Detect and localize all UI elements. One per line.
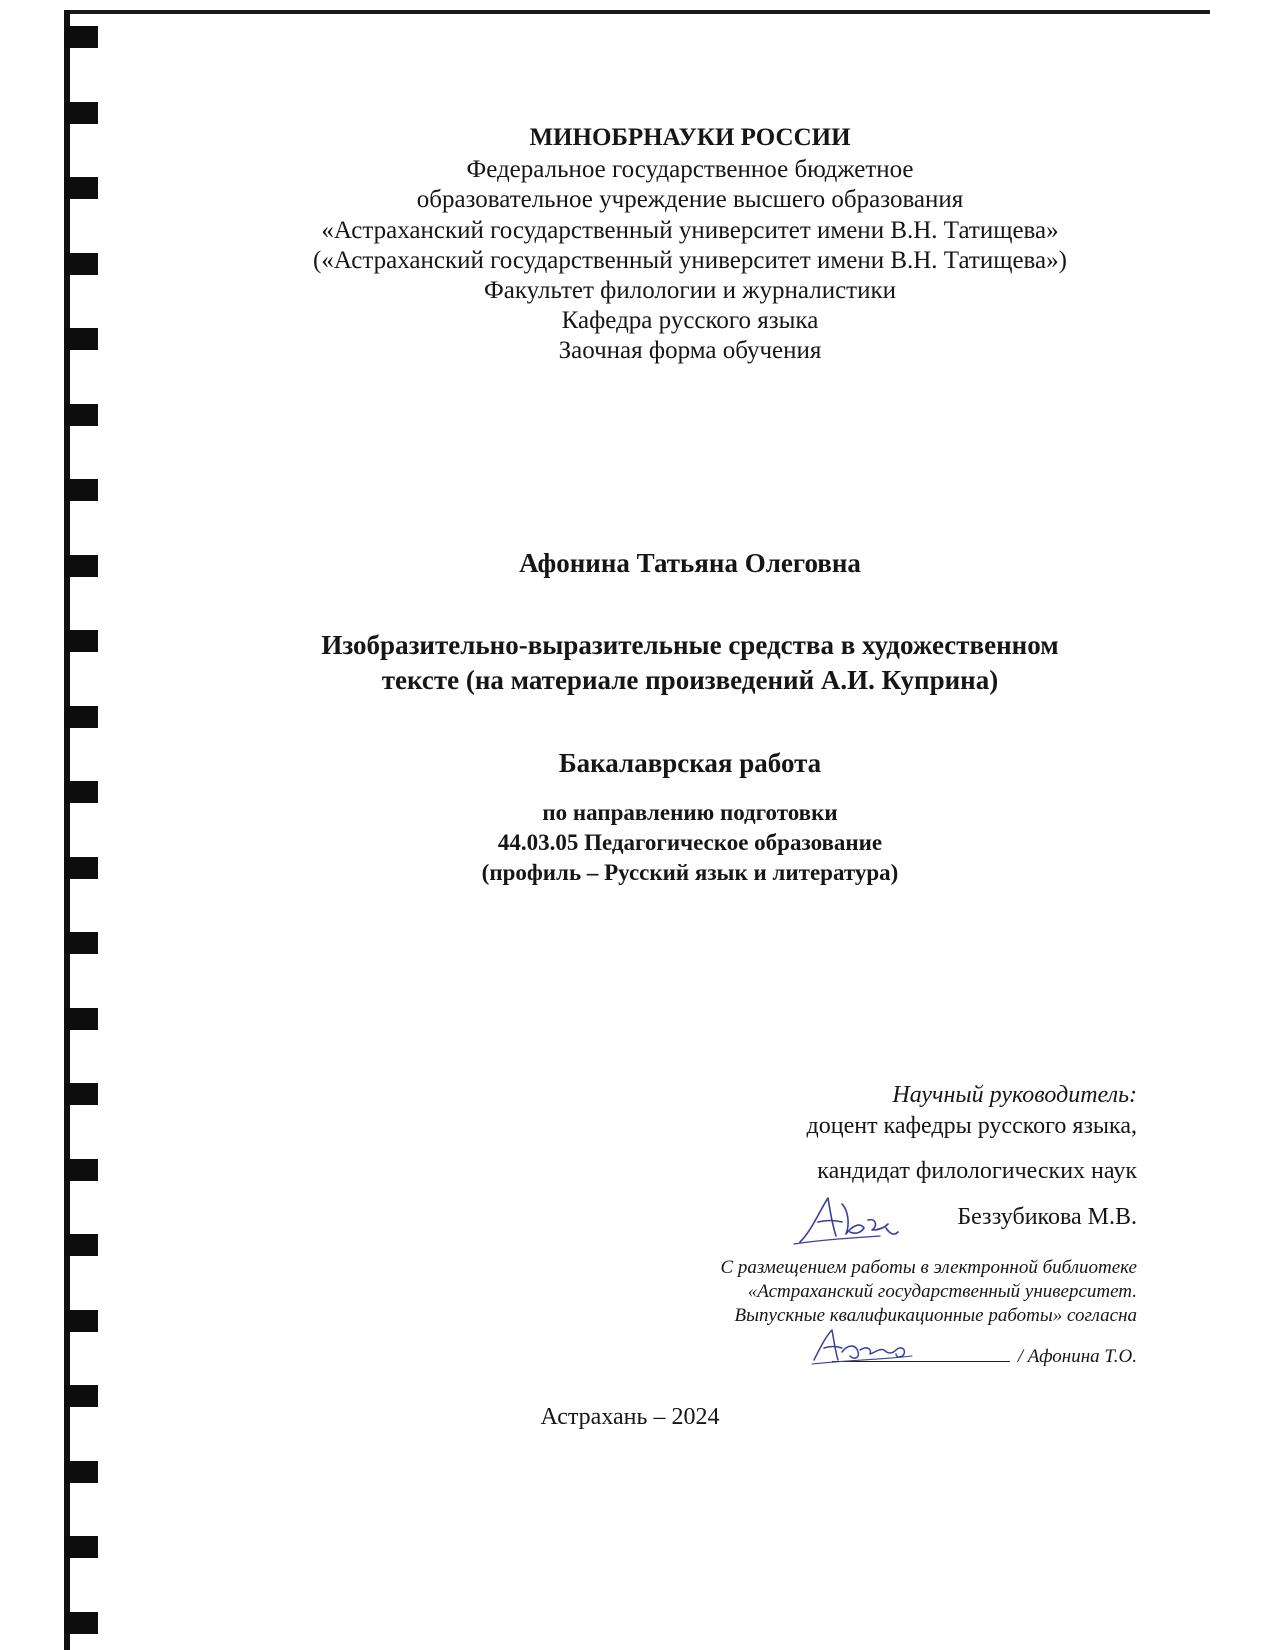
thesis-title-line-1: Изобразительно-выразительные средства в художественном — [321, 630, 1059, 660]
thesis-title-line-2: тексте (на материале произведений А.И. Куприна) — [381, 665, 999, 695]
consent-line-2: «Астраханский государственный университет. — [747, 1281, 1137, 1302]
binding-hole — [64, 328, 98, 350]
binding-hole — [64, 555, 98, 577]
institution-line-1: Федеральное государственное бюджетное — [466, 156, 914, 183]
direction-line-1: по направлению подготовки — [542, 800, 838, 825]
binding-hole — [64, 1083, 98, 1105]
binding-hole — [64, 479, 98, 501]
consent-line-3: Выпускные квалификационные работы» согласна — [734, 1305, 1137, 1326]
binding-hole — [64, 26, 98, 48]
binding-hole — [64, 630, 98, 652]
binding-hole — [64, 177, 98, 199]
binding-hole — [64, 404, 98, 426]
binding-hole — [64, 706, 98, 728]
consent-signer: / Афонина Т.О. — [1017, 1346, 1137, 1367]
supervisor-name: Беззубикова М.В. — [957, 1204, 1137, 1230]
work-type: Бакалаврская работа — [558, 748, 822, 778]
supervisor-degree: кандидат филологических наук — [817, 1158, 1137, 1184]
binding-hole — [64, 857, 98, 879]
binding-hole — [64, 1008, 98, 1030]
institution-line-3: «Астраханский государственный университет имени В.Н. Татищева» — [321, 217, 1059, 244]
study-form: Заочная форма обучения — [558, 337, 822, 364]
faculty-name: Факультет филологии и журналистики — [484, 277, 896, 304]
institution-line-4: («Астраханский государственный университет имени В.Н. Татищева») — [313, 247, 1067, 274]
department-name: Кафедра русского языка — [561, 307, 819, 334]
binding-hole — [64, 1310, 98, 1332]
student-signature — [808, 1326, 918, 1370]
direction-line-3: (профиль – Русский язык и литература) — [481, 860, 899, 885]
page-top-edge — [64, 10, 1210, 14]
city-year: Астрахань – 2024 — [540, 1404, 720, 1430]
binding-hole — [64, 1461, 98, 1483]
binding-hole — [64, 1159, 98, 1181]
binding-hole — [64, 1536, 98, 1558]
binding-hole — [64, 1612, 98, 1634]
institution-line-2: образовательное учреждение высшего образования — [416, 186, 964, 213]
binding-hole — [64, 1234, 98, 1256]
ministry-name: МИНОБРНАУКИ РОССИИ — [529, 124, 851, 151]
binding-hole — [64, 781, 98, 803]
consent-line-1: С размещением работы в электронной библиотеке — [720, 1257, 1137, 1278]
author-name: Афонина Татьяна Олеговна — [519, 548, 861, 578]
binding-hole — [64, 253, 98, 275]
binding-hole — [64, 102, 98, 124]
direction-line-2: 44.03.05 Педагогическое образование — [497, 830, 883, 855]
supervisor-signature — [790, 1190, 910, 1250]
supervisor-position: доцент кафедры русского языка, — [806, 1113, 1137, 1139]
supervisor-label: Научный руководитель: — [892, 1082, 1137, 1108]
binding-hole — [64, 932, 98, 954]
